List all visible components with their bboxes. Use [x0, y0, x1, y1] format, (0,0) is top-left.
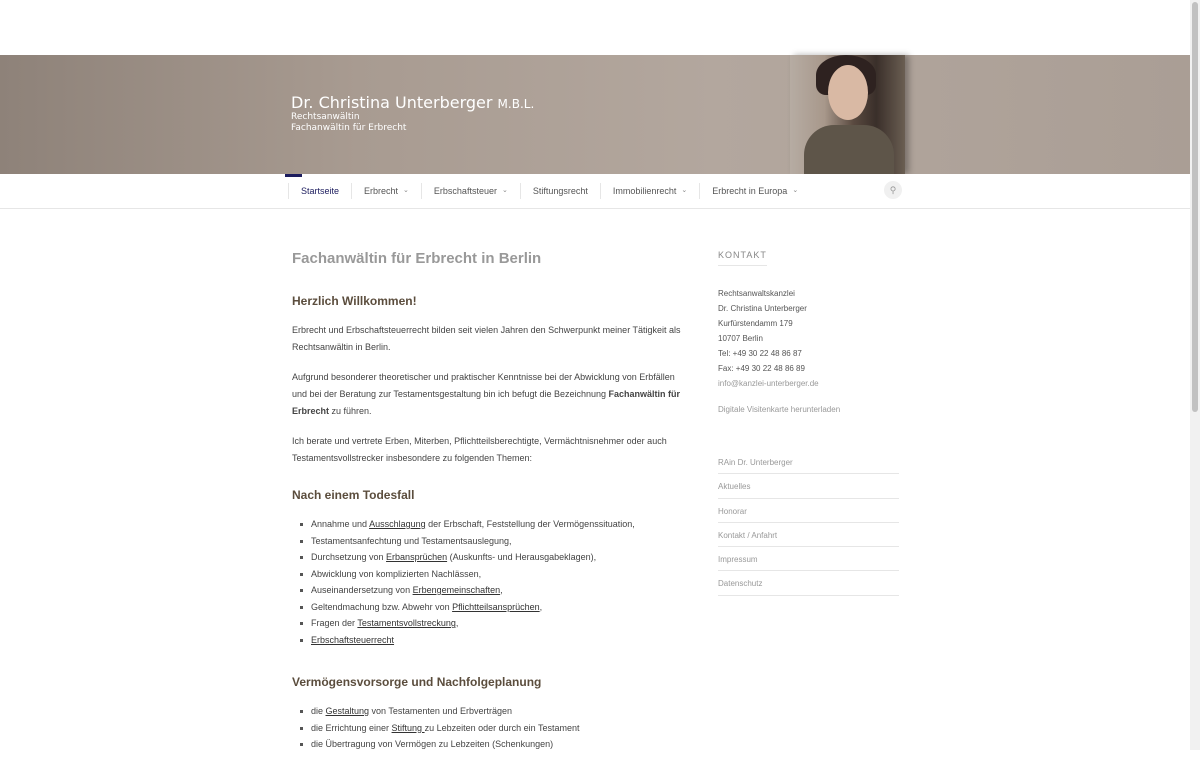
item-link[interactable]: Stiftung: [391, 722, 425, 733]
address-line: Dr. Christina Unterberger: [718, 304, 807, 313]
item-text-end: (Auskunfts- und Herausgabeklagen),: [447, 552, 597, 562]
nav-item-erbschaftsteuer[interactable]: [421, 183, 520, 199]
top-bar: [0, 0, 1200, 55]
item-link[interactable]: Pflichtteilsansprüchen: [452, 601, 540, 612]
item-text: Durchsetzung von: [311, 552, 387, 562]
header-banner: [0, 55, 1190, 174]
list-item: [300, 615, 692, 632]
intro-paragraph-1: Erbrecht und Erbschaftsteuerrecht bilden seit vielen Jahren den Schwerpunkt meiner Tätigkeit als Rechtsanwältin in Berlin.: [292, 325, 681, 352]
item-link[interactable]: Erbansprüchen: [386, 552, 448, 562]
scrollbar-thumb[interactable]: [1192, 2, 1198, 412]
page-title: Fachanwältin für Erbrecht in Berlin: [292, 250, 542, 267]
welcome-heading: Herzlich Willkommen!: [292, 294, 417, 308]
item-text-end: von Testamenten und Erbverträgen: [369, 706, 512, 716]
sidebar-links: [718, 450, 899, 596]
sidebar: [718, 250, 899, 596]
item-text: Geltendmachung bzw. Abwehr von: [311, 601, 453, 612]
item-text: Fragen der: [311, 618, 358, 628]
vcard-download-link[interactable]: Digitale Visitenkarte herunterladen: [718, 405, 841, 414]
item-text: Testamentsanfechtung und Testamentsauslegung,: [311, 535, 512, 546]
list-item: [300, 703, 692, 720]
nav-label: Startseite: [301, 186, 340, 196]
item-link[interactable]: Erbengemeinschaften: [412, 585, 501, 595]
contact-address: [718, 286, 899, 376]
site-subtitle-1: Rechtsanwältin: [291, 112, 360, 122]
p2-text-end: zu führen.: [329, 406, 372, 416]
p2-bold: Fachanwältin für Erbrecht: [292, 389, 681, 416]
item-text: Auseinandersetzung von: [311, 585, 413, 595]
search-icon[interactable]: ⚲: [884, 181, 902, 199]
item-text-end: ,: [455, 618, 459, 628]
item-link[interactable]: Ausschlagung: [369, 519, 426, 529]
sidebar-link[interactable]: Aktuelles: [718, 474, 899, 498]
list-item: [300, 599, 692, 616]
scrollbar[interactable]: [1190, 0, 1200, 750]
list-item: [300, 720, 692, 737]
nav-item-stiftungsrecht[interactable]: [520, 183, 600, 199]
main-content: [292, 250, 692, 779]
list-item: [300, 632, 692, 649]
vorsorge-list: [300, 703, 692, 753]
address-line: 10707 Berlin: [718, 334, 763, 343]
list-item: [300, 582, 692, 599]
nav-item-erbrecht-in-europa[interactable]: [699, 183, 810, 199]
chevron-down-icon: ⌄: [403, 187, 409, 194]
email-link[interactable]: info@kanzlei-unterberger.de: [718, 379, 819, 388]
todesfall-list: [300, 516, 692, 648]
item-link[interactable]: Gestaltung: [325, 706, 370, 716]
intro-paragraph-2: [292, 369, 692, 420]
sidebar-link[interactable]: Kontakt / Anfahrt: [718, 523, 899, 547]
item-text: Abwicklung von komplizierten Nachlässen,: [311, 568, 482, 579]
address-line: Rechtsanwaltskanzlei: [718, 289, 795, 298]
nav-label: Erbrecht: [364, 186, 399, 196]
site-subtitle-2: Fachanwältin für Erbrecht: [291, 123, 407, 133]
item-text-end: der Erbschaft, Feststellung der Vermögenssituation,: [425, 519, 635, 529]
item-link[interactable]: Erbschaftsteuerrecht: [311, 634, 395, 645]
item-text-end: ,: [539, 601, 543, 612]
nav-item-startseite[interactable]: [288, 183, 351, 199]
intro-paragraph-3: Ich berate und vertrete Erben, Miterben, Pflichtteilsberechtigte, Vermächtnisnehmer oder auch Testamentsvollstrecker insbesondere zu folgenden Themen:: [292, 436, 667, 463]
active-indicator: [285, 174, 302, 177]
address-line: Kurfürstendamm 179: [718, 319, 793, 328]
chevron-down-icon: ⌄: [681, 187, 688, 194]
list-item: [300, 566, 692, 583]
item-link[interactable]: Testamentsvollstreckung: [357, 618, 456, 628]
item-text: Annahme und: [311, 519, 370, 529]
site-title: Dr. Christina Unterberger: [291, 93, 493, 112]
list-item: [300, 516, 692, 533]
address-line: Fax: +49 30 22 48 86 89: [718, 364, 805, 373]
section-heading-vermoegensvorsorge: Vermögensvorsorge und Nachfolgeplanung: [292, 675, 542, 689]
list-item: [300, 533, 692, 550]
sidebar-link[interactable]: RAin Dr. Unterberger: [718, 450, 899, 474]
site-brand[interactable]: [291, 93, 534, 134]
chevron-down-icon: ⌄: [792, 187, 799, 194]
item-text: die: [311, 706, 326, 716]
sidebar-link[interactable]: Honorar: [718, 499, 899, 523]
item-text-end: zu Lebzeiten oder durch ein Testament: [424, 722, 580, 733]
nav-label: Stiftungsrecht: [532, 186, 588, 196]
sidebar-link[interactable]: Impressum: [718, 547, 899, 571]
sidebar-link[interactable]: Datenschutz: [718, 571, 899, 595]
nav-item-immobilienrecht[interactable]: [600, 183, 699, 199]
item-text: die Übertragung von Vermögen zu Lebzeiten (Schenkungen): [311, 739, 554, 749]
list-item: [300, 549, 692, 566]
item-text-end: ,: [500, 585, 503, 595]
site-title-suffix: M.B.L.: [497, 97, 535, 111]
contact-heading: KONTAKT: [718, 250, 767, 266]
nav-item-erbrecht[interactable]: [351, 183, 421, 199]
nav-label: Immobilienrecht: [612, 186, 677, 196]
address-line: Tel: +49 30 22 48 86 87: [718, 349, 802, 358]
section-heading-todesfall: Nach einem Todesfall: [292, 488, 415, 502]
p2-text: Aufgrund besonderer theoretischer und praktischer Kenntnisse bei der Abwicklung von Erbfällen und bei der Beratung zur Testamentsgestaltung bin ich befugt die Bezeichnung: [292, 372, 675, 399]
list-item: [300, 736, 692, 753]
nav-label: Erbrecht in Europa: [712, 186, 788, 196]
chevron-down-icon: ⌄: [501, 187, 508, 194]
item-text: die Errichtung einer: [311, 722, 392, 733]
nav-label: Erbschaftsteuer: [433, 186, 497, 196]
main-nav: [0, 174, 1190, 209]
portrait-photo: [790, 55, 905, 174]
